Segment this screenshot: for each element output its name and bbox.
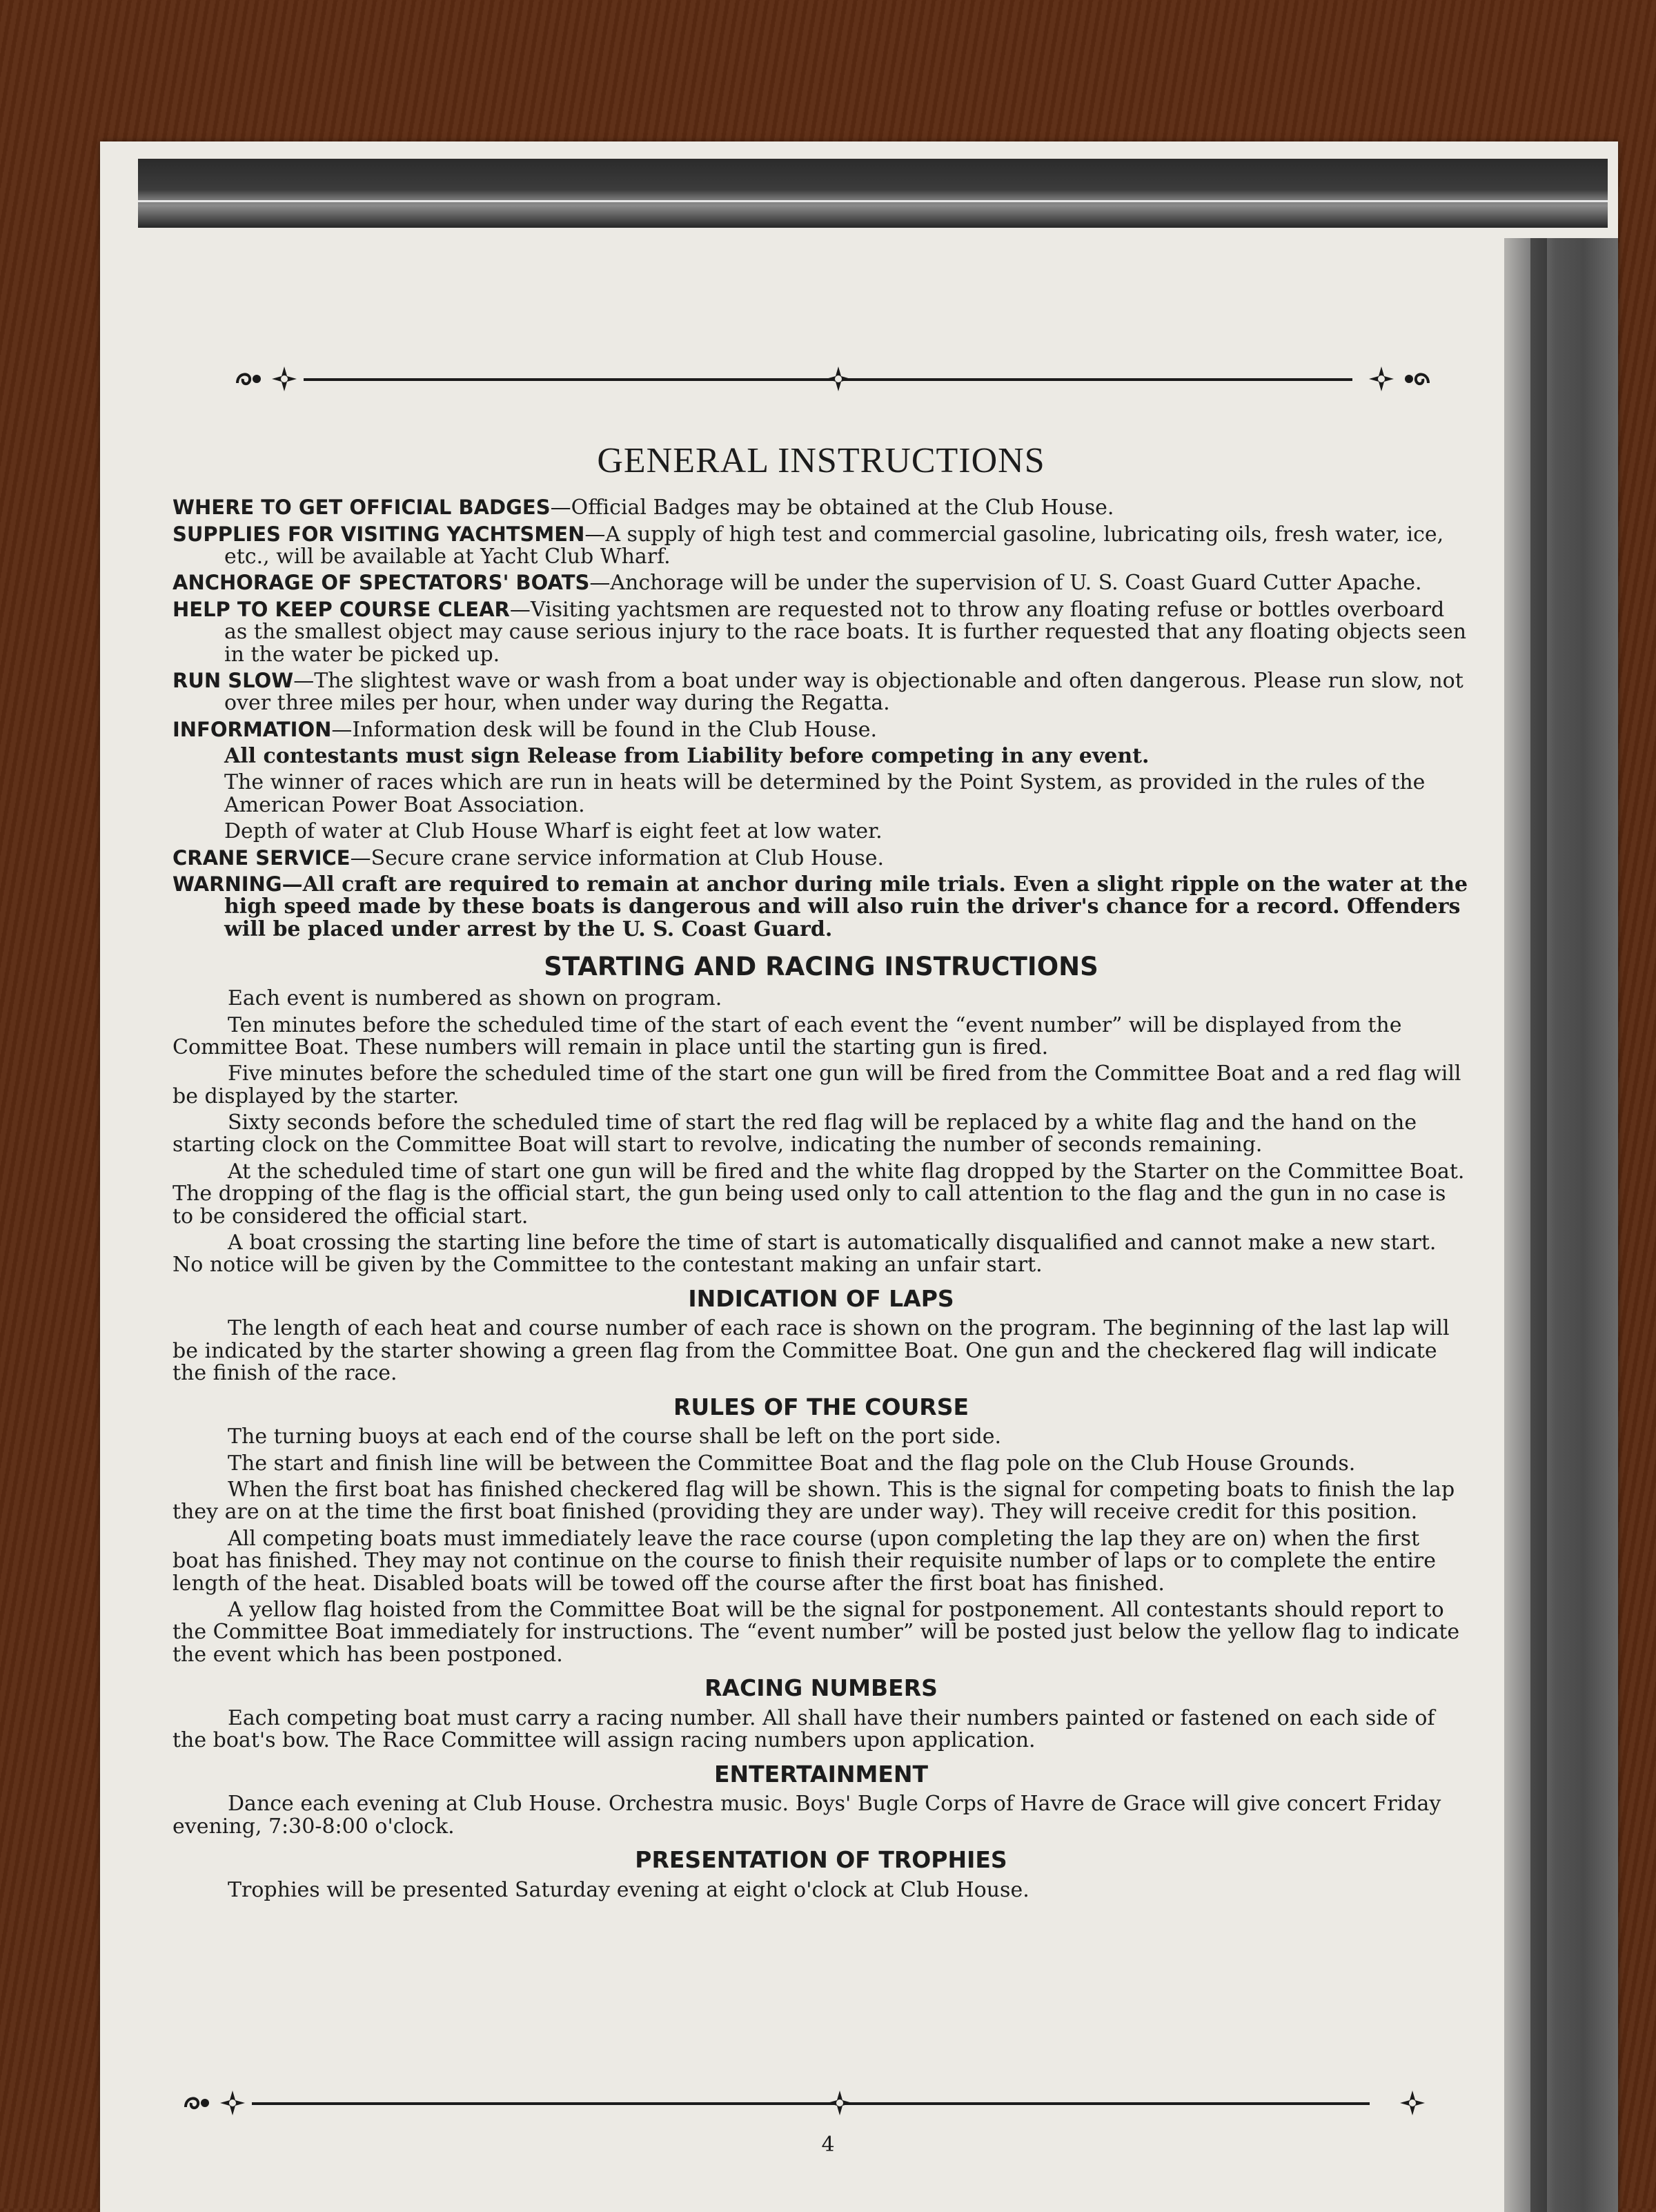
section-title-rules: RULES OF THE COURSE <box>673 1393 969 1420</box>
starting-paragraph: Each event is numbered as shown on program. <box>228 986 722 1011</box>
scroll-ornament-icon <box>183 2088 213 2118</box>
scroll-ornament-icon <box>235 364 265 394</box>
entry-text: A supply of high test and commercial gasoline, lubricating oils, fresh water, ice, etc., will be available at Yacht Club Wharf. <box>224 522 1444 569</box>
section-title-laps: INDICATION OF LAPS <box>688 1284 954 1312</box>
instructions-content <box>172 442 1470 2029</box>
entry-supplies: SUPPLIES FOR VISITING YACHTSMEN—A supply of high test and commercial gasoline, lubricating oils, fresh water, ice, etc., will be available at Yacht Club Wharf. <box>172 522 1444 569</box>
entry-text: Information desk will be found in the Club House. <box>352 717 878 742</box>
entry-text: Secure crane service information at Club House. <box>371 845 885 870</box>
starting-paragraph: Sixty seconds before the scheduled time of start the red flag will be replaced by a white flag and the hand on the starting clock on the Committee Boat will start to revolve, indicating the number of seconds remaining. <box>172 1110 1417 1157</box>
entertainment-paragraph: Dance each evening at Club House. Orchestra music. Boys' Bugle Corps of Havre de Grace will give concert Friday evening, 7:30-8:00 o'clock. <box>172 1792 1441 1839</box>
flower-ornament-icon <box>217 2088 248 2118</box>
flower-ornament-icon <box>823 364 854 394</box>
section-title-entertainment: ENTERTAINMENT <box>713 1760 929 1788</box>
entry-heading: INFORMATION <box>172 717 332 741</box>
starting-paragraph: Five minutes before the scheduled time of the start one gun will be fired from the Committee Boat and a red flag will be displayed by the starter. <box>172 1061 1461 1108</box>
entry-course-clear: HELP TO KEEP COURSE CLEAR—Visiting yachtsmen are requested not to throw any floating refuse or bottles overboard as the smallest object may cause serious injury to the race boats. It is further requested that any floating objects seen in the water be picked up. <box>172 597 1467 667</box>
entry-warning: WARNING—All craft are required to remain at anchor during mile trials. Even a slight ripple on the water at the high speed made by these boats is dangerous and will also ruin the driver's chance for a record. Offenders will be placed under arrest by the U. S. Coast Guard. <box>172 872 1468 941</box>
trophies-paragraph: Trophies will be presented Saturday evening at eight o'clock at Club House. <box>228 1877 1029 1902</box>
entry-heading: ANCHORAGE OF SPECTATORS' BOATS <box>172 571 590 595</box>
right-shadow <box>1504 238 1618 2212</box>
rules-paragraph: When the first boat has finished checkered flag will be shown. This is the signal for competing boats to finish the lap they are on at the time the first boat finished (providing they are under way). They will receive credit for this position. <box>172 1478 1455 1525</box>
section-title-trophies: PRESENTATION OF TROPHIES <box>635 1846 1007 1873</box>
starting-paragraph: Ten minutes before the scheduled time of the start of each event the “event number” will be displayed from the Committee Boat. These numbers will remain in place until the starting gun is fired. <box>172 1012 1402 1059</box>
rules-paragraph: The turning buoys at each end of the course shall be left on the port side. <box>228 1425 1002 1449</box>
flower-ornament-icon <box>1366 364 1397 394</box>
page-title: GENERAL INSTRUCTIONS <box>597 442 1045 480</box>
top-dark-band <box>138 159 1608 228</box>
rules-paragraph: All competing boats must immediately leave the race course (upon completing the lap they are on) when the first boat has finished. They may not continue on the course to finish their requisite number of laps or to complete the entire length of the heat. Disabled boats will be towed off the course after the first boat has finished. <box>172 1526 1436 1596</box>
entry-heading: CRANE SERVICE <box>172 845 351 870</box>
entry-badges: WHERE TO GET OFFICIAL BADGES—Official Badges may be obtained at the Club House. <box>172 496 1114 520</box>
entry-heading: HELP TO KEEP COURSE CLEAR <box>172 597 510 621</box>
flower-ornament-icon <box>825 2088 855 2118</box>
laps-paragraph: The length of each heat and course number of each race is shown on the program. The beginning of the last lap will be indicated by the starter showing a green flag from the Committee Boat. One gun and the checkered flag will indicate the finish of the race. <box>172 1316 1450 1386</box>
numbers-paragraph: Each competing boat must carry a racing number. All shall have their numbers painted or fastened on each side of the boat's bow. The Race Committee will assign racing numbers upon application. <box>172 1705 1435 1753</box>
rules-paragraph: The start and finish line will be between the Committee Boat and the flag pole on the Club House Grounds. <box>228 1451 1356 1476</box>
entry-crane-service: CRANE SERVICE—Secure crane service information at Club House. <box>172 845 885 870</box>
rules-paragraph: A yellow flag hoisted from the Committee Boat will be the signal for postponement. All contestants should report to the Committee Boat immediately for instructions. The “event number” will be posted just below the yellow flag to indicate the event which has been postponed. <box>172 1597 1460 1667</box>
page-number: 4 <box>821 2133 835 2157</box>
entry-run-slow: RUN SLOW—The slightest wave or wash from a boat under way is objectionable and often dangerous. Please run slow, not over three miles per hour, when under way during the Regatta. <box>172 668 1463 716</box>
entry-anchorage: ANCHORAGE OF SPECTATORS' BOATS—Anchorage will be under the supervision of U. S. Coast Guard Cutter Apache. <box>172 571 1422 596</box>
flower-ornament-icon <box>269 364 299 394</box>
flower-ornament-icon <box>1397 2088 1428 2118</box>
depth-note: Depth of water at Club House Wharf is eight feet at low water. <box>224 819 883 844</box>
top-ornament-border <box>235 364 1442 394</box>
entry-information: INFORMATION—Information desk will be found in the Club House. <box>172 717 878 742</box>
bottom-ornament-border <box>183 2088 1446 2118</box>
entry-heading: WHERE TO GET OFFICIAL BADGES <box>172 496 551 520</box>
entry-heading: WARNING <box>172 872 282 897</box>
entry-heading: RUN SLOW <box>172 668 294 692</box>
entry-text: Visiting yachtsmen are requested not to throw any floating refuse or bottles overboard as the smallest object may cause serious injury to the race boats. It is further requested that any floating objects seen in the water be picked up. <box>224 597 1467 667</box>
general-entries <box>172 497 1470 741</box>
section-title-starting: STARTING AND RACING INSTRUCTIONS <box>544 952 1098 982</box>
entry-text: Anchorage will be under the supervision of U. S. Coast Guard Cutter Apache. <box>610 571 1422 596</box>
starting-paragraph: At the scheduled time of start one gun will be fired and the white flag dropped by the Starter on the Committee Boat. The dropping of the flag is the official start, the gun being used only to call attention to the flag and the gun in no case is to be considered the official start. <box>172 1159 1465 1229</box>
point-system-note: The winner of races which are run in heats will be determined by the Point System, as provided in the rules of the American Power Boat Association. <box>224 770 1426 817</box>
starting-paragraph: A boat crossing the starting line before the time of start is automatically disqualified and cannot make a new start. No notice will be given by the Committee to the contestant making an unfair start. <box>172 1231 1437 1278</box>
entry-text: Official Badges may be obtained at the Club House. <box>571 496 1114 520</box>
entry-text: The slightest wave or wash from a boat under way is objectionable and often dangerous. Please run slow, not over three miles per hour, when under way during the Regatta. <box>224 668 1463 716</box>
entry-text: All craft are required to remain at anchor during mile trials. Even a slight ripple on the water at the high speed made by these boats is dangerous and will also ruin the driver's chance for a record. Offenders will be placed under arrest by the U. S. Coast Guard. <box>224 872 1468 941</box>
release-note: All contestants must sign Release from Liability before competing in any event. <box>224 744 1150 769</box>
scroll-ornament-icon <box>1401 364 1431 394</box>
section-title-racing-numbers: RACING NUMBERS <box>704 1674 938 1702</box>
entry-heading: SUPPLIES FOR VISITING YACHTSMEN <box>172 522 585 546</box>
